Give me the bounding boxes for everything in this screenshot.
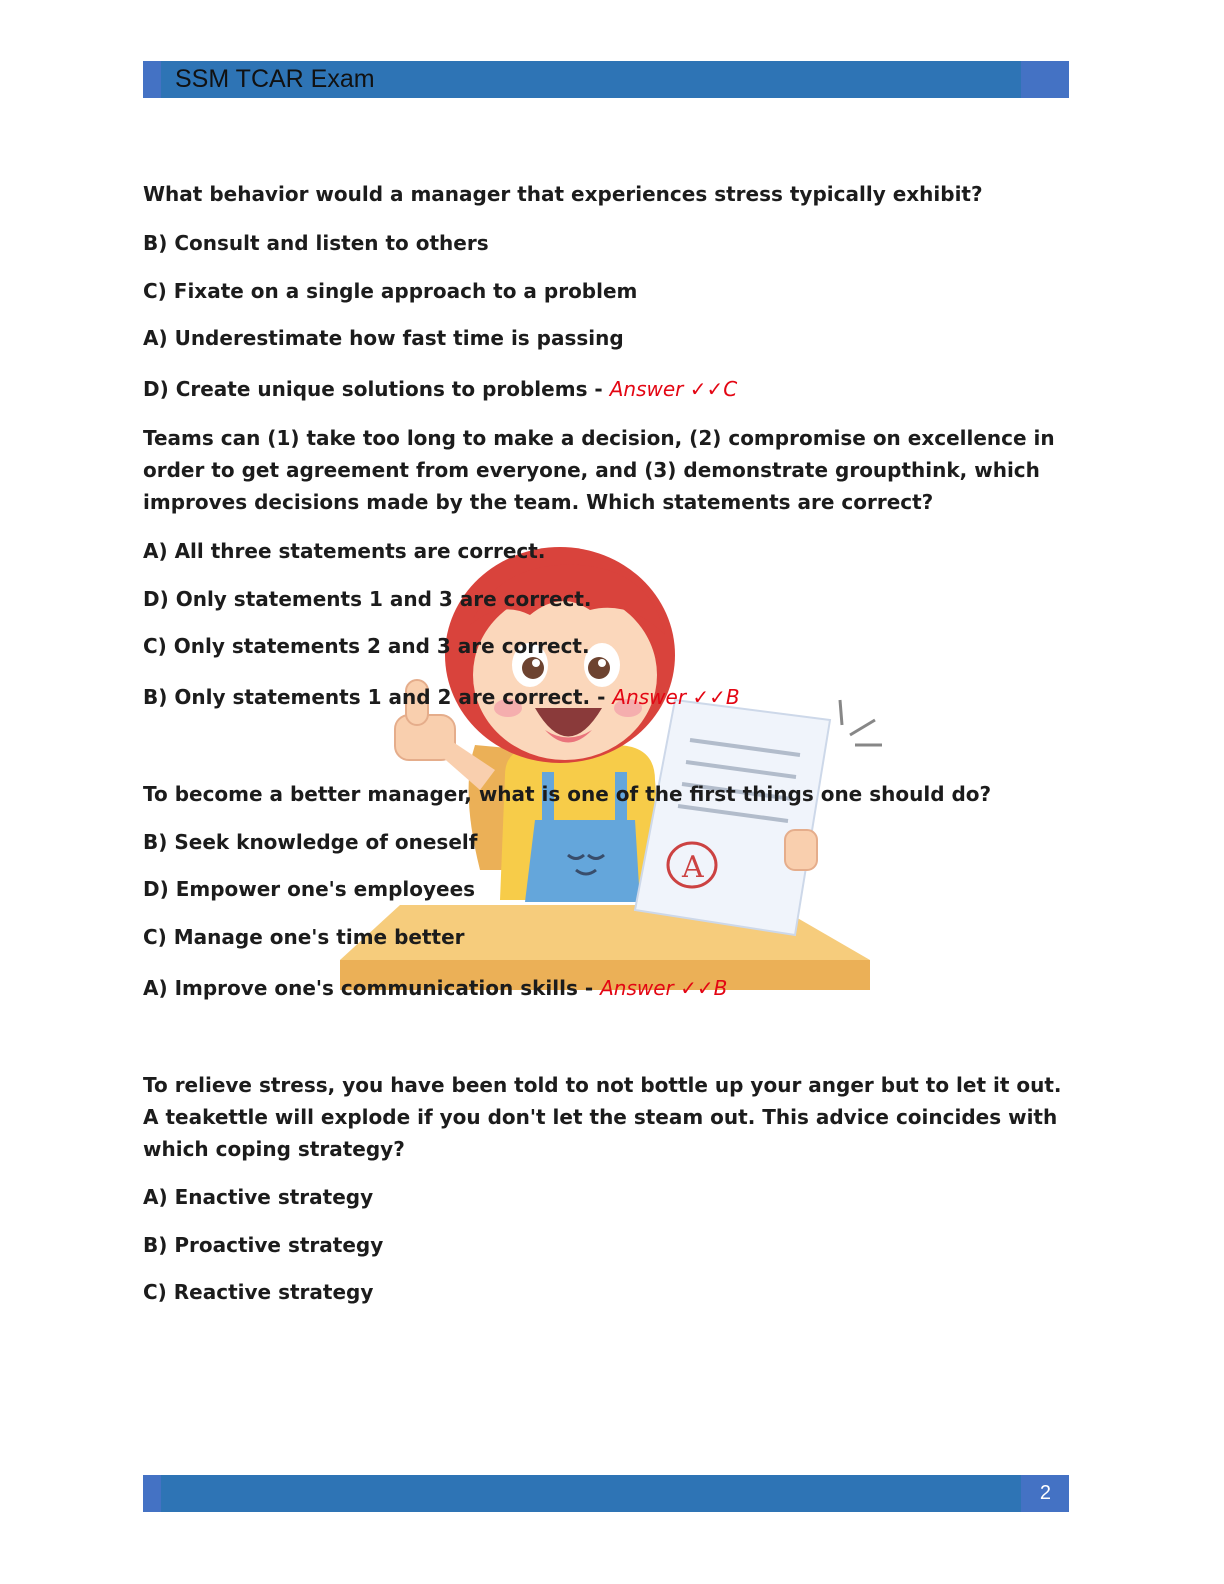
question-2-option-a: A) All three statements are correct. xyxy=(143,539,546,563)
question-4-option-c: C) Reactive strategy xyxy=(143,1280,374,1304)
question-3-option-a: A) Improve one's communication skills - xyxy=(143,976,594,1000)
question-1-answer: Answer ✓✓C xyxy=(609,377,738,401)
footer-band-left-cap xyxy=(143,1475,161,1512)
question-2-option-b: B) Only statements 1 and 2 are correct. - xyxy=(143,685,606,709)
question-1-option-c: C) Fixate on a single approach to a problem xyxy=(143,279,638,303)
question-3-text: To become a better manager, what is one of the first things one should do? xyxy=(143,782,992,806)
question-2-option-c: C) Only statements 2 and 3 are correct. xyxy=(143,634,590,658)
header-band-right-cap xyxy=(1021,61,1069,98)
question-3-option-b: B) Seek knowledge of oneself xyxy=(143,830,478,854)
question-4-option-b: B) Proactive strategy xyxy=(143,1233,384,1257)
question-1-option-b: B) Consult and listen to others xyxy=(143,231,489,255)
question-4-text: To relieve stress, you have been told to not bottle up your anger but to let it out. A teakettle will explode if you don't let the steam out. This advice coincides with which coping strategy? xyxy=(143,1073,1062,1161)
graded-test-paper xyxy=(635,700,830,935)
question-3-option-a-row xyxy=(143,972,727,1004)
question-2-text: Teams can (1) take too long to make a decision, (2) compromise on excellence in order to get agreement from everyone, and (3) demonstrate groupthink, which improves decisions made by the team. Which statements are correct? xyxy=(143,426,1055,514)
question-1-option-d-row xyxy=(143,373,737,405)
question-3-option-d: D) Empower one's employees xyxy=(143,877,476,901)
grade-letter-badge: A xyxy=(682,850,704,885)
question-2-option-d: D) Only statements 1 and 3 are correct. xyxy=(143,587,592,611)
question-3-option-c: C) Manage one's time better xyxy=(143,925,465,949)
question-4-option-a: A) Enactive strategy xyxy=(143,1185,374,1209)
question-2-option-b-row xyxy=(143,681,740,713)
question-1-text: What behavior would a manager that experiences stress typically exhibit? xyxy=(143,182,983,206)
question-1-option-d: D) Create unique solutions to problems - xyxy=(143,377,603,401)
document-title: SSM TCAR Exam xyxy=(175,65,375,93)
header-band xyxy=(143,61,1069,98)
question-3-answer: Answer ✓✓B xyxy=(600,976,728,1000)
header-band-left-cap xyxy=(143,61,161,98)
question-1-option-a: A) Underestimate how fast time is passing xyxy=(143,326,624,350)
page-number: 2 xyxy=(1039,1482,1051,1504)
footer-band xyxy=(143,1475,1069,1512)
sparkle-lines-icon xyxy=(840,700,882,745)
question-2-answer: Answer ✓✓B xyxy=(612,685,740,709)
overalls-shape xyxy=(525,820,640,902)
